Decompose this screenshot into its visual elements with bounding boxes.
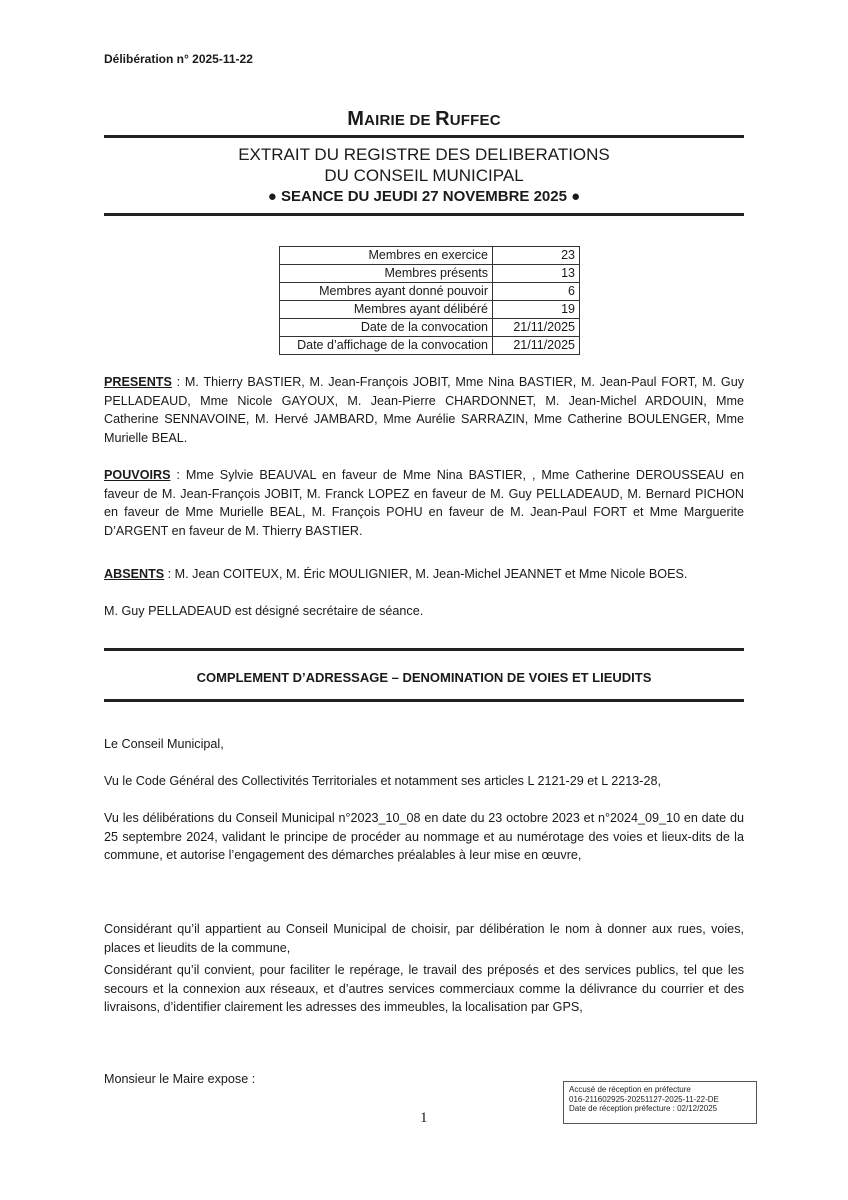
presents-heading: PRESENTS [104, 375, 172, 389]
stat-label: Membres présents [280, 265, 493, 283]
stat-label: Date d’affichage de la convocation [280, 337, 493, 355]
secretaire-line: M. Guy PELLADEAUD est désigné secrétaire de séance. [104, 604, 424, 618]
presents-text: : M. Thierry BASTIER, M. Jean-François JOBIT, Mme Nina BASTIER, M. Jean-Paul FORT, M. Guy PELLADEAUD, Mme Nicole GAYOUX, M. Jean-Pierre CHARDONNET, M. Jean-Michel ARDOUIN, Mme Catherine SENNAVOINE, M. Hervé JAMBARD, Mme Aurélie SARRAZIN, Mme Catherine BOULENGER, Mme Murielle BEAL. [104, 375, 744, 445]
maire-expose-line: Monsieur le Maire expose : [104, 1072, 256, 1086]
extrait-line-2: DU CONSEIL MUNICIPAL [324, 166, 524, 185]
mairie-title-part: AIRIE DE [364, 112, 436, 129]
mairie-title-part: M [347, 108, 365, 130]
table-row [280, 265, 580, 283]
stat-value: 19 [493, 301, 580, 319]
header-rule-top [104, 135, 744, 138]
considerant-paragraph-1: Considérant qu’il appartient au Conseil Municipal de choisir, par délibération le nom à donner aux rues, voies, places et lieudits de la commune, [104, 922, 744, 955]
pouvoirs-text: : Mme Sylvie BEAUVAL en faveur de Mme Nina BASTIER, , Mme Catherine DEROUSSEAU en faveur de M. Jean-François JOBIT, M. Franck LOPEZ en faveur de M. Guy PELLADEAUD, M. Bernard PICHON en faveur de Mme Murielle BEAL, M. François POHU en faveur de M. Jean-Paul FORT et Mme Marguerite D’ARGENT en faveur de M. Thierry BASTIER. [104, 468, 744, 538]
mairie-title [0, 108, 848, 131]
stat-value: 13 [493, 265, 580, 283]
table-row [280, 247, 580, 265]
stamp-line: Date de réception préfecture : 02/12/2025 [569, 1104, 718, 1113]
mairie-title-part: UFFEC [449, 112, 501, 129]
stat-value: 21/11/2025 [493, 319, 580, 337]
mairie-title-part: R [435, 108, 450, 130]
stat-label: Date de la convocation [280, 319, 493, 337]
stamp-line: Accusé de réception en préfecture [569, 1085, 691, 1094]
pouvoirs-heading: POUVOIRS [104, 468, 171, 482]
members-stats-table [279, 246, 580, 355]
section-title: COMPLEMENT D’ADRESSAGE – DENOMINATION DE VOIES ET LIEUDITS [196, 670, 652, 685]
page-number: 1 [420, 1110, 428, 1126]
pouvoirs-paragraph [104, 466, 744, 540]
vu-code-paragraph: Vu le Code Général des Collectivités Territoriales et notamment ses articles L 2121-29 et L 2213-28, [104, 774, 661, 788]
stamp-line: 016-211602925-20251127-2025-11-22-DE [569, 1094, 719, 1104]
stat-value: 21/11/2025 [493, 337, 580, 355]
absents-text: : M. Jean COITEUX, M. Éric MOULIGNIER, M. Jean-Michel JEANNET et Mme Nicole BOES. [164, 567, 688, 581]
prefecture-receipt-stamp [563, 1081, 757, 1124]
table-row [280, 337, 580, 355]
stat-label: Membres en exercice [280, 247, 493, 265]
header-rule-bottom [104, 213, 744, 216]
intro-line: Le Conseil Municipal, [104, 737, 224, 751]
stat-value: 6 [493, 283, 580, 301]
section-rule-top [104, 648, 744, 651]
considerant-paragraph-2: Considérant qu’il convient, pour faciliter le repérage, le travail des préposés et des services publics, tel que les secours et la connexion aux réseaux, et d’autres services commerciaux comme la délivrance du courrier et des livraisons, d’identifier clairement les adresses des immeubles, la localisation par GPS, [104, 963, 744, 1014]
presents-paragraph [104, 373, 744, 447]
section-rule-bottom [104, 699, 744, 702]
vu-deliberations-paragraph: Vu les délibérations du Conseil Municipal n°2023_10_08 en date du 23 octobre 2023 et n°2024_09_10 en date du 25 septembre 2024, validant le principe de procéder au nommage et au numérotage des voies et lieux-dits de la commune, et autorise l’engagement des démarches préalables à leur mise en œuvre, [104, 811, 744, 862]
extrait-line-1: EXTRAIT DU REGISTRE DES DELIBERATIONS [238, 145, 610, 164]
absents-paragraph [104, 565, 744, 584]
stat-value: 23 [493, 247, 580, 265]
absents-heading: ABSENTS [104, 567, 165, 581]
table-row [280, 319, 580, 337]
deliberation-reference: Délibération n° 2025-11-22 [104, 52, 253, 66]
stat-label: Membres ayant donné pouvoir [280, 283, 493, 301]
stat-label: Membres ayant délibéré [280, 301, 493, 319]
table-row [280, 283, 580, 301]
seance-date: ● SEANCE DU JEUDI 27 NOVEMBRE 2025 ● [267, 188, 581, 205]
table-row [280, 301, 580, 319]
